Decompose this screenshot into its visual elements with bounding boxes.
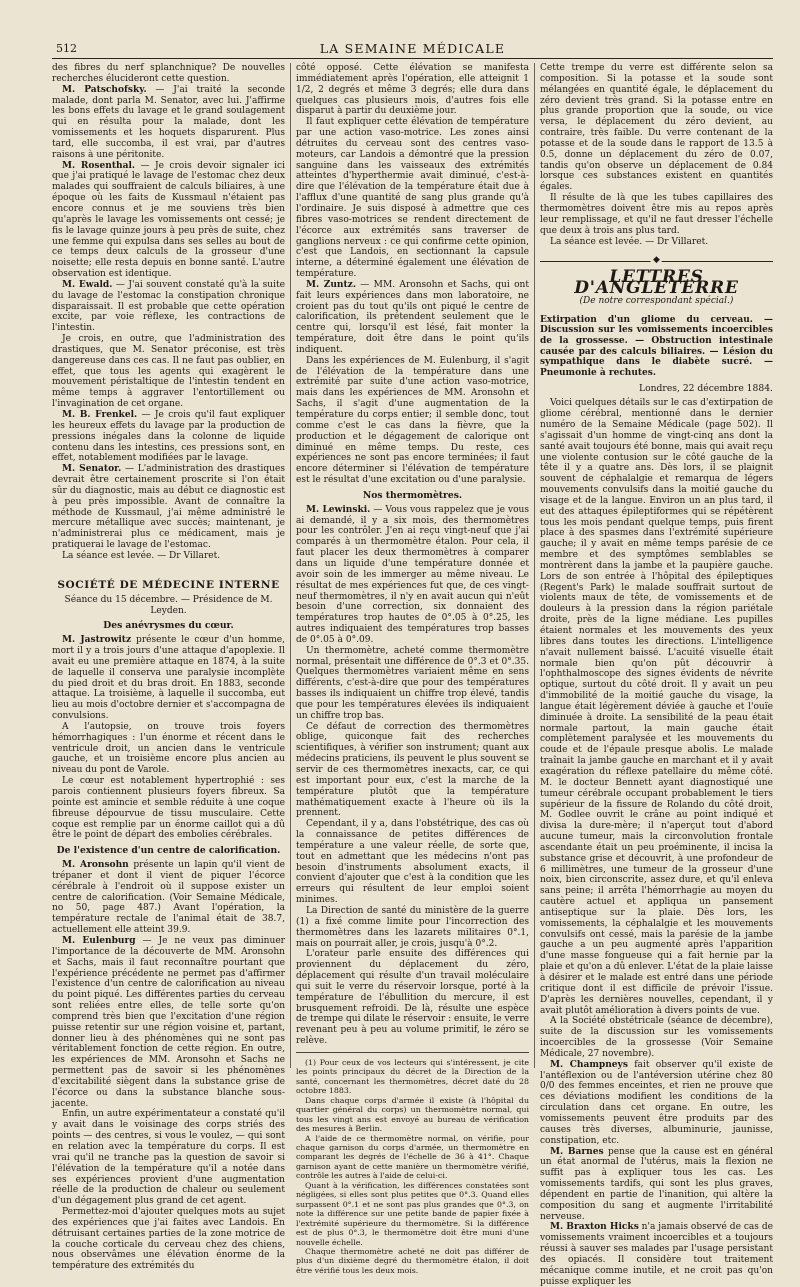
speaker-name: M. Lewinski. — [305, 504, 371, 515]
paragraph: Le cœur est notablement hypertrophié : ses parois contiennent plusieurs foyers fibreux. Sa pointe est amincie et semble réduite à une coque fibreuse dépourvue de tissu musculaire. Cette coque est remplie par un énorme caillot qui a dû être le point de départ des embolies cérébrales. — [52, 776, 286, 841]
speaker-name: M. Senator. — [62, 464, 122, 475]
paragraph: Ce défaut de correction des thermomètres oblige, quiconque fait des recherches scientifiques, à vérifier son instrument; quant aux médecins praticiens, ils peuvent le plus souvent se servir de ces thermomètres inexacts, car, ce qui est important pour eux, c'est la marche de la température plutôt que la température mathématiquement exacte à l'heure où ils la prennent. — [295, 721, 529, 819]
paragraph: M. Aronsohn présente un lapin qu'il vient de trépaner et dont il vient de piquer l'écorce cérébrale à l'endroit où il suppose exister un centre de calorification. (Voir Semaine Médicale, no 50, page 487.) Avant l'opération, la température rectale de l'animal était de 38.7, actuellement elle atteint 39.9. — [52, 860, 286, 936]
speaker-name: M. Ewald. — [62, 279, 113, 290]
column-divider — [290, 63, 291, 1068]
section-summary: Extirpation d'un gliome du cerveau. — Discussion sur les vomissements incoercibles de la grossesse. — Obstruction intestinale causée par des calculs biliaires. — Lésion du sympathique dans le diabète sucré. — Pneumonie à rechutes. — [539, 314, 773, 378]
speaker-name: M. Eulenburg — [62, 935, 136, 946]
section-title: LETTRES D'ANGLETERRE — [574, 267, 739, 299]
subheading: De l'existence d'un centre de calorification. — [56, 845, 281, 857]
speaker-name: M. Zuntz. — [305, 279, 356, 290]
paragraph: M. B. Frenkel. — Je crois qu'il faut expliquer les heureux effets du lavage par la production de pressions inégales dans la colonne de liquide contenu dans les intestins, ces pressions sont, en effet, notablement modifiées par le lavage. — [52, 410, 286, 464]
paragraph: Il faut expliquer cette élévation de température par une action vaso-motrice. Les zones ainsi détruites du cerveau sont des centres vaso-moteurs, car Landois a démontré que la pression sanguine dans les vaisseaux des extrémités atteintes d'hyperthermie avait diminué, c'est-à-dire que l'élévation de la température était due à l'afflux d'une quantité de sang plus grande qu'à l'ordinaire. Je suis disposé à admettre que ces fibres vaso-motrices se rendent directement de l'écorce aux extrémités sans traverser de ganglions nerveux : ce qui confirme cette opinion, c'est que Landois, en sectionnant la capsule interne, a déterminé également une élévation de température. — [295, 117, 529, 280]
paragraph: Un thermomètre, acheté comme thermomètre normal, présentait une différence de 0°.3 et 0°.35. Quelques thermomètres variaient même en sens différents, c'est-à-dire que pour des températures basses ils indiquaient un chiffre trop élevé, tandis que pour les températures élevées ils indiquaient un chiffre trop bas. — [295, 645, 529, 721]
paragraph: Dans les expériences de M. Eulenburg, il s'agit de l'élévation de la température dans une extrémité par suite d'une action vaso-motrice, mais dans les expériences de MM. Aronsohn et Sachs, il s'agit d'une augmentation de la température du corps entier; il semble donc, tout comme c'est le cas dans la fièvre, que la production et le dégagement de calorique ont diminué en même temps. Du reste, ces expériences ne sont pas encore terminées; il faut encore déterminer si l'élévation de température est le résultat d'une excitation ou d'une paralysie. — [295, 355, 529, 486]
speaker-name: M. B. Frenkel. — [62, 410, 138, 420]
page-header — [52, 0, 773, 59]
paragraph: M. Lewinski. — Vous vous rappelez que je vous ai demandé, il y a six mois, des thermomètres pour les contrôler. J'en ai reçu vingt-neuf que j'ai comparés à un thermomètre étalon. Pour cela, il faut placer les deux thermomètres à comparer dans un liquide d'une température donnée et avoir soin de les immerger au même niveau. Le résultat de mes expériences fut que, de ces vingt-neuf thermomètres, il n'y en avait aucun qui n'eût besoin d'une correction, six donnaient des températures trop hautes de 0°.05 à 0°.25, les autres indiquaient des températures trop basses de 0°.05 à 0°.09. — [295, 504, 529, 645]
paragraph: Je crois, en outre, que l'administration des drastiques, que M. Senator préconise, est très dangereuse dans ces cas. Il ne faut pas oublier, en effet, que tous les agents qui exagèrent le mouvement péristaltique de l'intestin tendent en même temps à aggraver l'entortillement ou l'invagination de cet organe. — [52, 334, 286, 410]
session-close: La séance est levée. — Dr Villaret. — [62, 550, 221, 561]
paragraph: Enfin, un autre expérimentateur a constaté qu'il y avait dans le voisinage des corps striés des points — des centres, si vous le voulez, — qui sont en relation avec la température du corps. Il est vrai qu'il ne tranche pas la question de savoir si l'élévation de la température qu'il a notée dans ses expériences provient d'une augmentation réelle de la production de chaleur ou seulement d'un dégagement plus grand de cet agent. — [52, 1109, 286, 1207]
subheading: Des anévrysmes du cœur. — [103, 620, 234, 632]
paragraph: M. Senator. — L'administration des drastiques devrait être certainement proscrite si l'on était sûr du diagnostic, mais au début ce diagnostic est à peu près impossible. Avant de connaître la méthode de Kussmaul, j'ai même administré le mercure métallique avec succès; maintenant, je n'administrerai plus ce médicament, mais je pratiquerai le lavage de l'estomac. — [52, 464, 286, 551]
correspondent-note: (De notre correspondant spécial.) — [579, 296, 734, 307]
paragraph: Cependant, il y a, dans l'obstétrique, des cas où la connaissance de petites différences de température a une valeur réelle, de sorte que, tout en admettant que les médecins n'ont pas besoin d'instruments absolument exacts, il convient d'ajouter que c'est à la condition que les erreurs qui résultent de leur emploi soient minimes. — [295, 819, 529, 906]
paragraph: L'orateur parle ensuite des différences qui proviennent du déplacement du zéro, déplacement qui résulte d'un travail moléculaire qui suit le verre du réservoir lorsque, porté à la température de l'ébullition du mercure, il est brusquement refroidi. De là, résulte une espèce de trempe qui dilate le réservoir : ensuite, le verre revenant peu à peu au volume primitif, le zéro se relève. — [295, 949, 529, 1047]
paragraph: M. Barnes pense que la cause est en général un état anormal de l'utérus, mais la flexion ne suffit pas à expliquer tous les cas. Les vomissements tardifs, qui sont les plus graves, dépendent en partie de l'inanition, qui altère la composition du sang et augmente l'irritabilité nerveuse. — [539, 1146, 773, 1222]
paragraph: A l'autopsie, on trouve trois foyers hémorrhagiques : l'un énorme et récent dans le ventricule droit, un ancien dans le ventricule gauche, et un troisième encore plus ancien au niveau du pont de Varole. — [52, 721, 286, 776]
section-separator — [540, 261, 773, 262]
subheading: Nos thermomètres. — [362, 489, 463, 501]
section-title: SOCIÉTÉ DE MÉDECINE INTERNE — [57, 578, 280, 591]
speaker-name: M. Champneys — [549, 1059, 628, 1070]
speaker-name: M. Barnes — [549, 1146, 604, 1157]
footnote-paragraph: Chaque thermomètre acheté ne doit pas différer de plus d'un dixième degré du thermomètre étalon, il doit être vérifié tous les deux mois. — [295, 1247, 529, 1275]
speaker-name: M. Rosenthal. — [62, 160, 136, 171]
journal-title: LA SEMAINE MÉDICALE — [319, 41, 506, 56]
session-subtitle: Séance du 15 décembre. — Présidence de M. Leyden. — [64, 594, 273, 616]
paragraph: M. Zuntz. — MM. Aronsohn et Sachs, qui ont fait leurs expériences dans mon laboratoire, ne croient pas du tout qu'ils ont piqué le centre de calorification, ils prétendent seulement que le centre qui, lorsqu'il est lésé, fait monter la température, doit être dans le point qu'ils indiquent. — [295, 279, 529, 355]
footnote-rule — [296, 1052, 529, 1053]
paragraph: Cette trempe du verre est différente selon sa composition. Si la potasse et la soude sont mélangées en quantité égale, le déplacement du zéro devient très grand. Si la potasse entre en plus grande proportion que la soude, ou vice versa, le déplacement du zéro devient, au contraire, très faible. Du verre contenant de la potasse et de la soude dans le rapport de 13.5 à 0.5, donne un déplacement du zéro de 0.07, tandis qu'on observe un déplacement de 0.84 lorsque ces substances existent en quantités égales. — [539, 63, 773, 193]
paragraph: A la Société obstétricale (séance de décembre), suite de la discussion sur les vomissements incoercibles de la grossesse (Voir Semaine Médicale, 27 novembre). — [539, 1016, 773, 1059]
page-number: 512 — [56, 42, 77, 55]
speaker-name: M. Jastrowitz — [62, 635, 132, 646]
paragraph: M. Ewald. — J'ai souvent constaté qu'à la suite du lavage de l'estomac la constipation chronique disparaissait. Il est probable que cette opération excite, par voie réflexe, les contractions de l'intestin. — [52, 279, 286, 334]
speaker-name: M. Braxton Hicks — [549, 1222, 639, 1233]
paragraph: M. Jastrowitz présente le cœur d'un homme, mort il y a trois jours d'une attaque d'apoplexie. Il avait eu une première attaque en 1874, à la suite de laquelle il conserva une paralysie incomplète du pied droit et du bras droit. En 1883, seconde attaque. La troisième, à laquelle il succomba, eut lieu au mois d'octobre dernier et s'accompagna de convulsions. — [52, 635, 286, 722]
column-2 — [295, 63, 529, 1275]
speaker-name: M. Patschofsky. — [62, 84, 147, 95]
footnote-paragraph: A l'aide de ce thermomètre normal, on vérifie, pour chaque garnison du corps d'armée, un thermomètre en comparant les degrés de l'échelle de 36 à 41°. Chaque garnison ayant de cette manière un thermomètre vérifié, contrôle les autres à l'aide de celui-ci. — [295, 1133, 529, 1181]
paragraph: côté opposé. Cette élévation se manifesta immédiatement après l'opération, elle atteignit 1 1/2, 2 degrés et même 3 degrés; elle dura dans quelques cas plusieurs mois, d'autres fois elle disparut à partir du deuxième jour. — [295, 63, 529, 117]
text-columns — [52, 63, 773, 1287]
footnote-paragraph: Dans chaque corps d'armée il existe (à l'hôpital du quartier général du corps) un thermomètre normal, qui tous les vingt ans est envoyé au bureau de vérification des mesures à Berlin. — [295, 1095, 529, 1134]
paragraph: M. Eulenburg — Je ne veux pas diminuer l'importance de la découverte de MM. Aronsohn et Sachs, mais il faut reconnaître pourtant que l'expérience précédente ne permet pas d'affirmer l'existence d'un centre de calorification au niveau du point piqué. Les différentes parties du cerveau sont reliées entre elles, de telle sorte qu'on comprend très bien que l'excitation d'une région puisse retentir sur une région voisine et, partant, donner lieu à des phénomènes qui ne sont pas véritablement fonction de cette région. En outre, les expériences de MM. Aronsohn et Sachs ne permettent pas de savoir si les phénomènes d'excitabilité siègent dans la substance grise de l'écorce ou dans la substance blanche sous-jacente. — [52, 935, 286, 1109]
session-close: La séance est levée. — Dr Villaret. — [549, 236, 709, 247]
column-1 — [52, 63, 286, 1272]
column-3 — [539, 63, 773, 1287]
paragraph: La Direction de santé du ministère de la guerre (1) a fixé comme limite pour l'incorrection des thermomètres dans les lazarets militaires 0°.1, mais on pourrait aller, je crois, jusqu'à 0°.2. — [295, 905, 529, 949]
paragraph: M. Champneys fait observer qu'il existe de l'antéflexion ou de l'antéversion utérine chez 80 0/0 des femmes enceintes, et rien ne prouve que ces déviations modifient les conditions de la circulation dans cet organe. En outre, les vomissements peuvent être produits par des causes très diverses, albuminurie, jaunisse, constipation, etc. — [539, 1059, 773, 1146]
paragraph: Permettez-moi d'ajouter quelques mots au sujet des expériences que j'ai faites avec Landois. En détruisant certaines parties de la zone motrice de la couche corticale du cerveau chez des chiens, nous observâmes une élévation énorme de la température des extrémités du — [52, 1207, 286, 1272]
dateline: Londres, 22 décembre 1884. — [639, 383, 773, 395]
column-divider — [534, 63, 535, 1068]
paragraph: M. Rosenthal. — Je crois devoir signaler ici que j'ai pratiqué le lavage de l'estomac chez deux malades qui souffraient de calculs biliaires, à une époque où les faits de Kussmaul n'étaient pas encore connus et je me souviens très bien qu'après le lavage les vomissements ont cessé; je fis le lavage quinze jours à peu près de suite, chez une femme qui expulsa dans ses selles au bout de ce temps deux calculs de la grosseur d'une noisette; elle resta depuis en bonne santé. L'autre observation est identique. — [52, 160, 286, 280]
speaker-name: M. Aronsohn — [62, 860, 129, 871]
paragraph: Il résulte de là que les tubes capillaires des thermomètres doivent être mis au repos après leur remplissage, et qu'il ne faut dresser l'échelle que deux à trois ans plus tard. — [539, 193, 773, 236]
paragraph: M. Braxton Hicks n'a jamais observé de cas de vomissements vraiment incoercibles et a toujours réussi à sauver ses malades par l'usage persistant des opiacés. Il considère tout traitement mécanique comme inutile, et ne croit pas qu'on puisse expliquer les — [539, 1222, 773, 1287]
footnote — [296, 1058, 529, 1275]
footnote-paragraph: Quant à la vérification, les différences constatées sont négligées, si elles sont plus petites que 0°.3. Quand elles surpassent 0°.1 et ne sont pas plus grandes que 0°.3, on note la différence sur une petite bande de papier fixée à l'extrémité supérieure du thermomètre. Si la différence est de plus 0°.3, le thermomètre doit être muni d'une nouvelle échelle. — [295, 1180, 529, 1247]
paragraph: M. Patschofsky. — J'ai traité la seconde malade, dont parla M. Senator, avec lui. J'affirme les bons effets du lavage et le grand soulagement qui en résulta pour la malade, dont les vomissements et les hoquets disparurent. Plus tard, elle succomba, il est vrai, par d'autres raisons à une péritonite. — [52, 84, 286, 160]
paragraph: Voici quelques détails sur le cas d'extirpation de gliome cérébral, mentionné dans le dernier numéro de la Semaine Médicale (page 502). Il s'agissait d'un homme de vingt-cinq ans dont la santé avait toujours été bonne, mais qui avait reçu une violente contusion sur le côté gauche de la tête il y a quatre ans. Dès lors, il se plaignit souvent de céphalalgie et remarqua de légers mouvements convulsifs dans la moitié gauche du visage et de la langue. Environ un an plus tard, il eut des attaques épileptiformes qui se répétèrent tous les mois pendant quelque temps, puis firent place à des spasmes dans l'extrémité supérieure gauche; il y avait en même temps parésie de ce membre et des symptômes semblables se montrèrent dans la jambe et la paupière gauche. Lors de son entrée à l'hôpital des épileptiques (Regent's Park) le malade souffrait surtout de violents maux de tête, de vomissements et de douleurs à la pression dans la région pariétale droite, près de la ligne médiane. Les pupilles étaient normales et les mouvements des yeux libres dans toutes les directions. L'intelligence n'avait nullement baissé. L'acuité visuelle était normale bien qu'on pût découvrir à l'ophthalmoscope des signes évidents de névrite optique, surtout du côté droit. Il y avait un peu d'immobilité de la moitié gauche du visage, la langue était légèrement déviée à gauche et l'ouïe diminuée à droite. La sensibilité de la peau était normale partout, la main gauche était complètement paralysée et les mouvements du coude et de l'épaule presque abolis. Le malade traînait la jambe gauche en marchant et il y avait exagération du réflexe patellaire du même côté. M. le docteur Bennett ayant diagnostiqué une tumeur cérébrale occupant probablement le tiers supérieur de la fissure de Rolando du côté droit, M. Godlee ouvrit le crâne au point indiqué et divisa la dure-mère; il n'aperçut tout d'abord aucune tumeur, mais la circonvolution frontale ascendante était un peu proéminente, il incisa la substance grise et découvrit, à une profondeur de 6 millimètres, une tumeur de la grosseur d'une noix, bien circonscrite, assez dure, et qu'il enleva sans peine; il arrêta l'hémorrhagie au moyen du cautère actuel et appliqua un pansement antiseptique sur la plaie. Dès lors, les vomissements, la céphalalgie et les mouvements convulsifs ont cessé, mais la parésie de la jambe gauche a un peu augmenté après l'apparition d'une masse fongueuse qui a fait hernie par la plaie et qu'on a dû enlever. L'état de la plaie laisse à désirer et le malade est entré dans une période critique dont il est difficile de prévoir l'issue. D'après les dernières nouvelles, cependant, il y avait plutôt amélioration à divers points de vue. — [539, 398, 773, 1016]
footnote-paragraph: (1) Pour ceux de vos lecteurs qui s'intéressent, je cite les points principaux du décret de la Direction de la santé, concernant les thermomètres, décret daté du 28 octobre 1883. — [295, 1057, 529, 1096]
paragraph: des fibres du nerf splanchnique? De nouvelles recherches élucideront cette question. — [52, 63, 286, 84]
